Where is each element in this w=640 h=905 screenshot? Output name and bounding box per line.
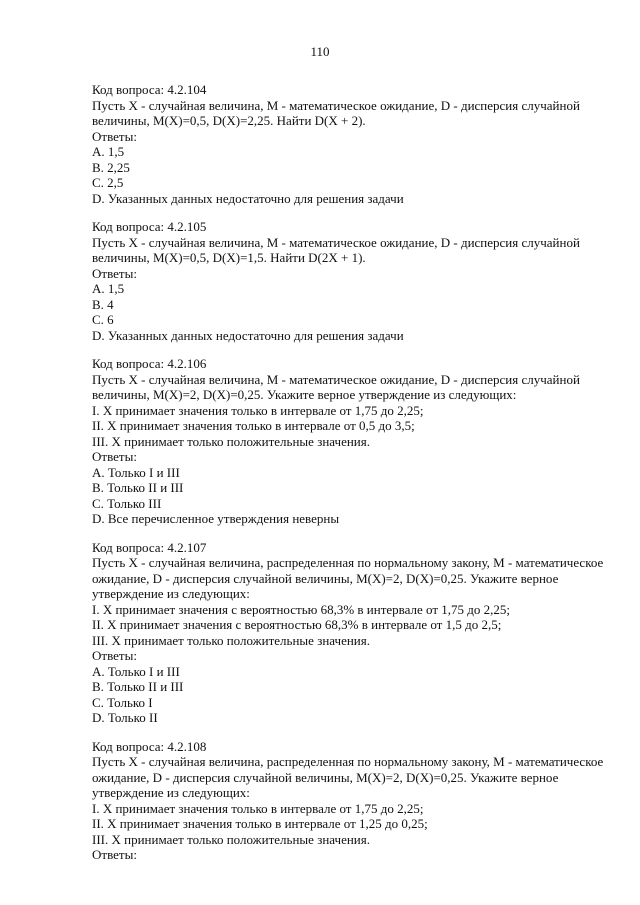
answers-label: Ответы: xyxy=(92,449,137,464)
question-code: Код вопроса: 4.2.104 xyxy=(92,82,207,97)
question-block xyxy=(92,540,612,726)
question-text-line: III. X принимает только положительные значения. xyxy=(92,433,370,449)
answer-option: B. 4 xyxy=(92,296,114,312)
question-block xyxy=(92,739,612,863)
answer-option: A. 1,5 xyxy=(92,281,125,296)
question-text-line: величины, M(X)=2, D(X)=0,25. Укажите верное утверждение из следующих: xyxy=(92,387,517,402)
question-code: Код вопроса: 4.2.107 xyxy=(92,539,207,555)
answers-label: Ответы: xyxy=(92,128,137,144)
answer-option: B. Только II и III xyxy=(92,480,184,495)
question-block xyxy=(92,356,612,527)
question-code: Код вопроса: 4.2.106 xyxy=(92,356,207,371)
question-text-line: II. X принимает значения только в интервале от 1,25 до 0,25; xyxy=(92,816,428,831)
answer-option: C. 2,5 xyxy=(92,175,124,190)
question-text-line: ожидание, D - дисперсия случайной величины, M(X)=2, D(X)=0,25. Укажите верное xyxy=(92,570,559,586)
question-text-line: III. X принимает только положительные значения. xyxy=(92,632,370,648)
answer-option: A. Только I и III xyxy=(92,464,180,480)
question-code: Код вопроса: 4.2.108 xyxy=(92,738,207,754)
answer-option: D. Указанных данных недостаточно для решения задачи xyxy=(92,327,404,343)
answer-option: D. Все перечисленное утверждения неверны xyxy=(92,511,340,526)
question-text-line: величины, M(X)=0,5, D(X)=1,5. Найти D(2X + 1). xyxy=(92,250,366,265)
question-text-line: Пусть X - случайная величина, распределенная по нормальному закону, M - математическое xyxy=(92,754,604,769)
answers-label: Ответы: xyxy=(92,847,137,862)
question-text-line: I. X принимает значения с вероятностью 68,3% в интервале от 1,75 до 2,25; xyxy=(92,601,511,617)
answers-label: Ответы: xyxy=(92,265,137,281)
question-text-line: Пусть X - случайная величина, M - математическое ожидание, D - дисперсия случайной xyxy=(92,97,580,113)
question-block xyxy=(92,82,612,206)
question-text-line: Пусть X - случайная величина, M - математическое ожидание, D - дисперсия случайной xyxy=(92,234,580,250)
question-text-line: II. X принимает значения только в интервале от 0,5 до 3,5; xyxy=(92,418,415,433)
page-number: 110 xyxy=(310,44,330,59)
answer-option: D. Указанных данных недостаточно для решения задачи xyxy=(92,190,404,206)
answer-option: B. 2,25 xyxy=(92,159,130,175)
question-text-line: утверждение из следующих: xyxy=(92,785,250,800)
question-text-line: I. X принимает значения только в интервале от 1,75 до 2,25; xyxy=(92,402,424,418)
answer-option: A. 1,5 xyxy=(92,144,125,159)
question-block xyxy=(92,219,612,343)
question-text-line: Пусть X - случайная величина, распределенная по нормальному закону, M - математическое xyxy=(92,555,604,570)
question-text-line: утверждение из следующих: xyxy=(92,586,250,601)
answer-option: B. Только II и III xyxy=(92,679,184,694)
question-code: Код вопроса: 4.2.105 xyxy=(92,219,207,234)
questions-container xyxy=(92,82,612,876)
answer-option: C. 6 xyxy=(92,312,114,327)
answer-option: D. Только II xyxy=(92,710,158,725)
answer-option: C. Только III xyxy=(92,495,162,511)
question-text-line: Пусть X - случайная величина, M - математическое ожидание, D - дисперсия случайной xyxy=(92,371,580,387)
question-text-line: II. X принимает значения с вероятностью 68,3% в интервале от 1,5 до 2,5; xyxy=(92,617,502,632)
answer-option: A. Только I и III xyxy=(92,663,180,679)
question-text-line: I. X принимает значения только в интервале от 1,75 до 2,25; xyxy=(92,800,424,816)
question-text-line: величины, M(X)=0,5, D(X)=2,25. Найти D(X + 2). xyxy=(92,113,366,128)
question-text-line: ожидание, D - дисперсия случайной величины, M(X)=2, D(X)=0,25. Укажите верное xyxy=(92,769,559,785)
answer-option: C. Только I xyxy=(92,694,153,710)
question-text-line: III. X принимает только положительные значения. xyxy=(92,831,370,847)
answers-label: Ответы: xyxy=(92,648,137,663)
